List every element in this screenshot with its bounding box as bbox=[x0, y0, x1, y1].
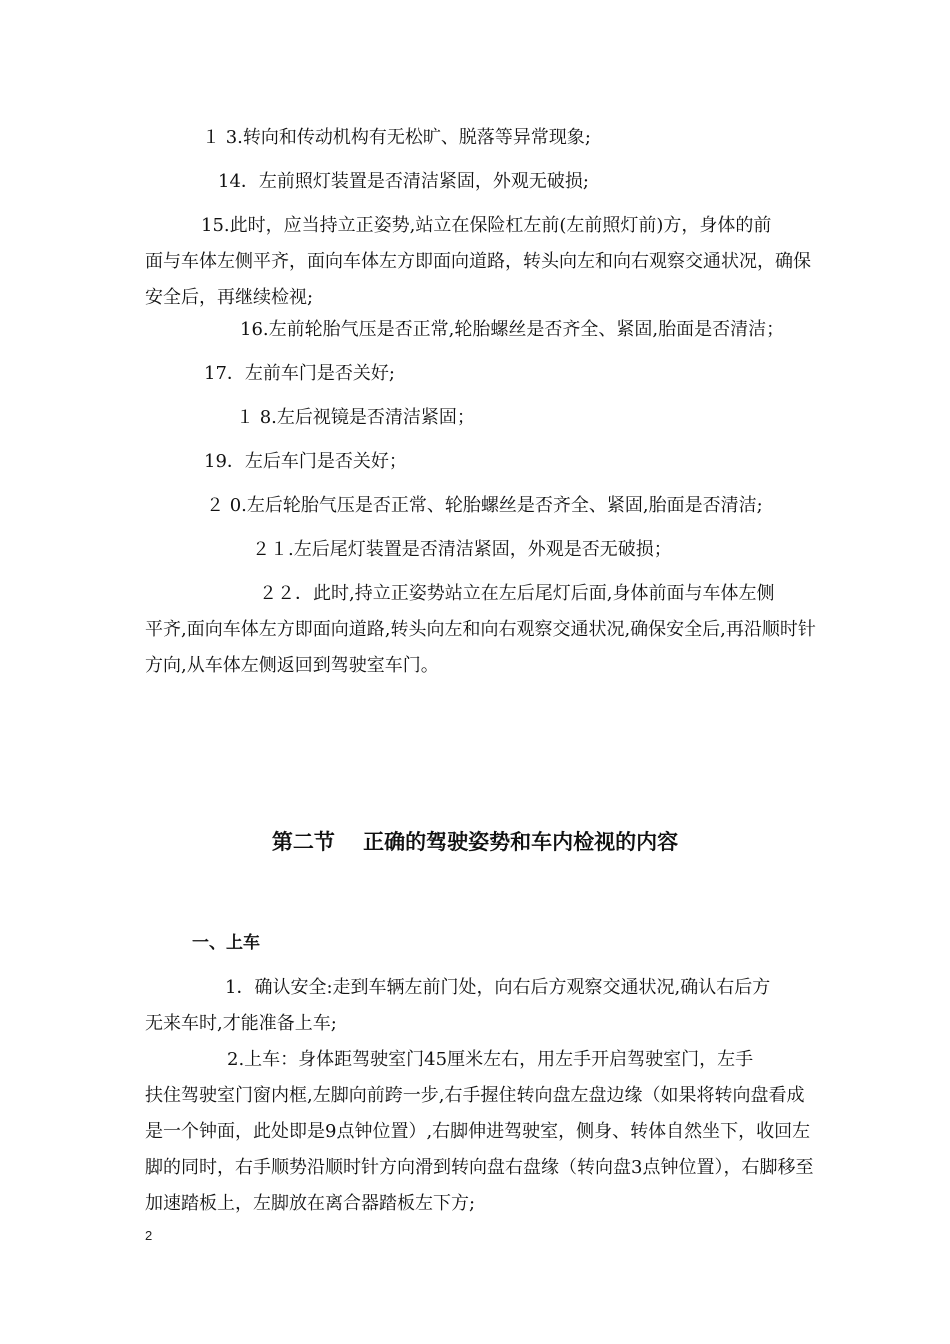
item-15-rest: 面与车体左侧平齐，面向车体左方即面向道路，转头向左和向右观察交通状况，确保安全后，再继续检视; bbox=[145, 251, 811, 308]
subsection-title: 一、上车 bbox=[192, 933, 260, 953]
item-22-first-line: ２２．此时,持立正姿势站立在左后尾灯后面,身体前面与车体左侧 bbox=[259, 583, 775, 604]
paragraph-2-rest: 扶住驾驶室门窗内框,左脚向前跨一步,右手握住转向盘左盘边缘（如果将转向盘看成是一个钟面，此处即是9点钟位置）,右脚伸进驾驶室，侧身、转体自然坐下，收回左脚的同时，右手顺势沿顺时针方向滑到转向盘右盘缘（转向盘3点钟位置），右脚移至加速踏板上，左脚放在离合器踏板左下方; bbox=[145, 1085, 814, 1214]
item-22 bbox=[145, 576, 817, 684]
paragraph-1-first-line: 1．确认安全:走到车辆左前门处，向右后方观察交通状况,确认右后方 bbox=[225, 977, 771, 998]
paragraph-1-rest: 无来车时,才能准备上车; bbox=[145, 1013, 337, 1034]
item-15-first-line: 15.此时，应当持立正姿势,站立在保险杠左前(左前照灯前)方，身体的前 bbox=[201, 215, 772, 236]
item-17: 17．左前车门是否关好; bbox=[204, 363, 395, 384]
item-21: ２１.左后尾灯装置是否清洁紧固，外观是否无破损； bbox=[252, 539, 672, 560]
item-14: 14．左前照灯装置是否清洁紧固，外观无破损; bbox=[218, 171, 589, 192]
item-16: 16.左前轮胎气压是否正常,轮胎螺丝是否齐全、紧固,胎面是否清洁； bbox=[240, 319, 785, 340]
paragraph-confirm-safety bbox=[145, 970, 817, 1042]
item-13: １ 3.转向和传动机构有无松旷、脱落等异常现象; bbox=[202, 127, 591, 148]
item-15 bbox=[145, 208, 817, 316]
paragraph-get-in bbox=[145, 1042, 817, 1222]
item-20: ２ 0.左后轮胎气压是否正常、轮胎螺丝是否齐全、紧固,胎面是否清洁; bbox=[206, 495, 763, 516]
paragraph-2-first-line: 2.上车：身体距驾驶室门45厘米左右，用左手开启驾驶室门，左手 bbox=[227, 1049, 754, 1070]
item-19: 19．左后车门是否关好； bbox=[204, 451, 407, 472]
section-title: 第二节 正确的驾驶姿势和车内检视的内容 bbox=[271, 830, 679, 854]
page-number: 2 bbox=[145, 1228, 153, 1243]
item-18: １ 8.左后视镜是否清洁紧固； bbox=[236, 407, 475, 428]
item-22-rest: 平齐,面向车体左方即面向道路,转头向左和向右观察交通状况,确保安全后,再沿顺时针方向,从车体左侧返回到驾驶室车门。 bbox=[145, 619, 816, 676]
